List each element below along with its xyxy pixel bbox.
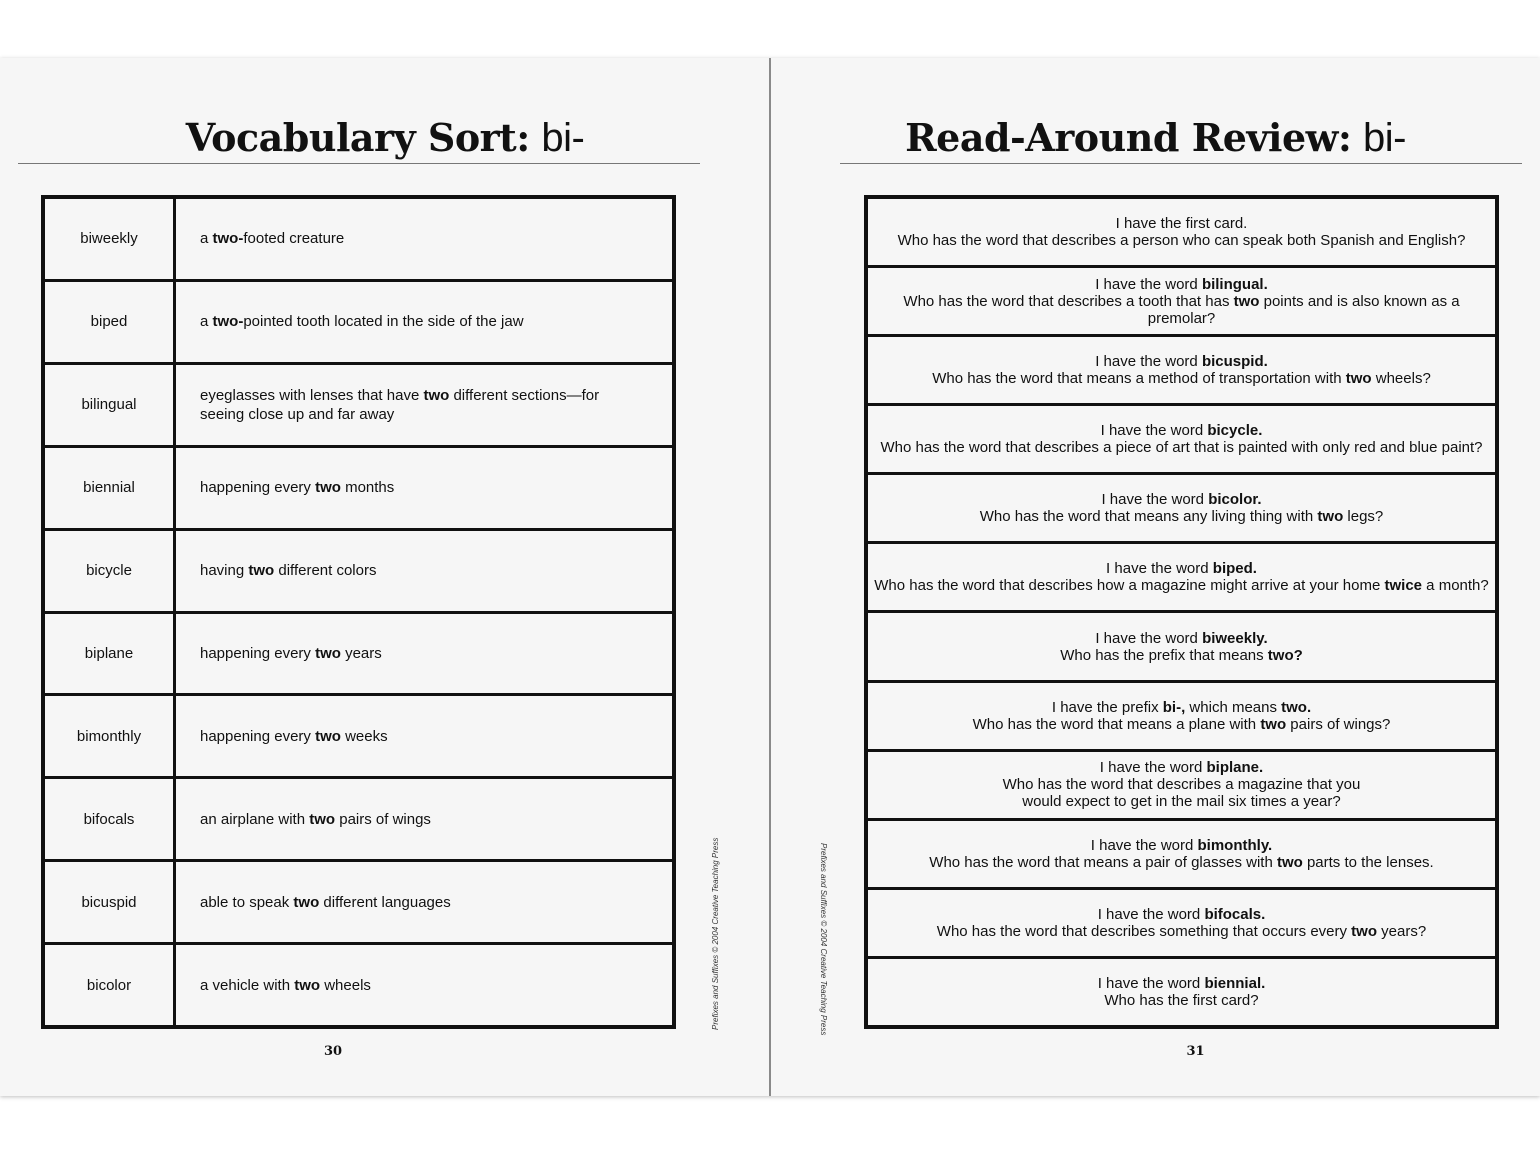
card-question-line	[1060, 647, 1303, 664]
definition-text	[200, 893, 451, 912]
card-question-line	[937, 923, 1426, 940]
card-question-line	[932, 370, 1431, 387]
definition-text	[200, 312, 524, 331]
table-row	[45, 779, 672, 862]
text-segment: different colors	[274, 562, 377, 580]
review-card	[868, 268, 1495, 337]
text-segment: able to speak	[200, 893, 294, 911]
definition-text	[200, 478, 394, 497]
table-row	[45, 365, 672, 448]
text-segment: I have the word	[1095, 275, 1202, 293]
right-page	[771, 58, 1540, 1096]
emphasis-text: bicycle.	[1207, 422, 1263, 440]
card-question-line	[868, 293, 1495, 327]
emphasis-text: two	[1260, 715, 1287, 733]
emphasis-text: biweekly.	[1202, 629, 1268, 647]
page-title	[771, 110, 1540, 166]
emphasis-text: two	[315, 727, 341, 745]
text-segment: years	[340, 644, 382, 662]
text-segment: I have the word	[1106, 560, 1213, 578]
emphasis-text: two-	[212, 230, 244, 248]
definition-text	[200, 561, 376, 580]
left-page	[0, 58, 770, 1096]
table-row	[45, 531, 672, 614]
text-segment: pairs of wings?	[1286, 715, 1391, 733]
text-segment: I have the prefix	[1051, 698, 1163, 716]
text-segment: happening every	[200, 479, 316, 497]
title-suffix: bi-	[1362, 116, 1406, 160]
copyright-credit: Prefixes and Suffixes © 2004 Creative Teaching Press	[819, 843, 828, 1036]
title-rule	[840, 163, 1522, 164]
text-segment: Who has the word that describes something that occurs every	[936, 922, 1352, 940]
text-segment: a month?	[1422, 577, 1489, 595]
text-segment: a vehicle with	[200, 976, 295, 994]
table-row	[45, 696, 672, 779]
review-card	[868, 683, 1495, 752]
emphasis-text: bifocals.	[1204, 905, 1266, 923]
card-answer-line	[1106, 560, 1257, 577]
text-segment: months	[340, 479, 395, 497]
text-segment: eyeglasses with lenses that have	[200, 386, 424, 404]
title-suffix: bi-	[541, 116, 585, 160]
emphasis-text: two.	[1281, 698, 1312, 716]
text-segment: having	[200, 562, 249, 580]
definition-cell	[176, 531, 672, 611]
definition-text	[200, 386, 632, 424]
definition-text	[200, 644, 382, 663]
text-segment: parts to the lenses.	[1302, 853, 1434, 871]
text-segment: Who has the word that describes how a magazine might arrive at your home	[874, 577, 1385, 595]
text-segment: I have the word	[1097, 974, 1205, 992]
text-segment: Who has the word that describes a tooth that has	[903, 292, 1234, 310]
definition-cell	[176, 199, 672, 279]
emphasis-text: two	[1276, 853, 1303, 871]
vocab-word-cell: biweekly	[45, 199, 176, 279]
card-question-line	[874, 577, 1488, 594]
text-segment: happening every	[200, 644, 316, 662]
vocab-word-cell: bicuspid	[45, 862, 176, 942]
copyright-credit: Prefixes and Suffixes © 2004 Creative Teaching Press	[711, 837, 720, 1030]
card-answer-line	[1101, 422, 1263, 439]
vocab-word-cell: bicolor	[45, 945, 176, 1025]
emphasis-text: bicolor.	[1208, 491, 1262, 509]
card-answer-line	[1098, 906, 1266, 923]
table-row	[45, 945, 672, 1025]
text-segment: pointed tooth located in the side of the jaw	[243, 313, 524, 331]
vocab-word-cell: bifocals	[45, 779, 176, 859]
vocab-word-cell: biplane	[45, 614, 176, 694]
emphasis-text: twice	[1384, 577, 1423, 595]
text-segment: I have the word	[1099, 759, 1207, 777]
card-question-line	[1003, 776, 1361, 793]
vocab-word-cell: bilingual	[45, 365, 176, 445]
title-bold: Vocabulary Sort:	[185, 115, 530, 160]
definition-cell	[176, 862, 672, 942]
page-title	[0, 110, 770, 166]
text-segment: I have the word	[1097, 905, 1205, 923]
card-question-line	[980, 508, 1384, 525]
emphasis-text: two	[315, 644, 341, 662]
emphasis-text: two-	[212, 313, 244, 331]
review-card	[868, 199, 1495, 268]
emphasis-text: two	[1233, 292, 1260, 310]
text-segment: wheels	[320, 976, 371, 994]
text-segment: a	[200, 230, 213, 248]
card-question-line	[929, 854, 1433, 871]
emphasis-text: two	[1317, 508, 1344, 526]
text-segment: Who has the word that describes a person who can speak both Spanish and English?	[897, 232, 1466, 250]
review-card	[868, 406, 1495, 475]
text-segment: Who has the word that describes a magazine that you	[1002, 776, 1361, 794]
table-row	[45, 199, 672, 282]
text-segment: wheels?	[1371, 370, 1431, 388]
text-segment: I have the word	[1095, 629, 1203, 647]
text-segment: Who has the word that means any living thing with	[979, 508, 1318, 526]
definition-cell	[176, 696, 672, 776]
definition-cell	[176, 945, 672, 1025]
text-segment: Who has the first card?	[1104, 991, 1259, 1009]
text-segment: footed creature	[243, 230, 345, 248]
vocab-word-cell: bicycle	[45, 531, 176, 611]
text-segment: points and is also known as a premolar?	[1147, 292, 1460, 327]
text-segment: Who has the word that means a method of transportation with	[932, 370, 1346, 388]
text-segment: Who has the word that means a pair of glasses with	[929, 853, 1277, 871]
definition-text	[200, 976, 371, 995]
review-card	[868, 613, 1495, 682]
card-answer-line	[1091, 837, 1272, 854]
text-segment: I have the first card.	[1115, 215, 1248, 233]
title-rule	[18, 163, 700, 164]
read-around-review-table	[864, 195, 1499, 1029]
card-answer-line	[1101, 491, 1261, 508]
table-row	[45, 862, 672, 945]
emphasis-text: two	[1345, 370, 1372, 388]
card-answer-line	[1052, 699, 1311, 716]
emphasis-text: bicuspid.	[1201, 353, 1268, 371]
emphasis-text: biplane.	[1206, 759, 1264, 777]
card-answer-line	[1095, 276, 1268, 293]
page-number: 31	[1186, 1044, 1205, 1059]
text-segment: happening every	[200, 727, 316, 745]
emphasis-text: bimonthly.	[1197, 836, 1273, 854]
text-segment: weeks	[340, 727, 388, 745]
definition-text	[200, 229, 344, 248]
table-row	[45, 282, 672, 365]
review-card	[868, 752, 1495, 821]
table-row	[45, 614, 672, 697]
text-segment: pairs of wings	[335, 810, 431, 828]
definition-cell	[176, 365, 672, 445]
card-question-line	[880, 439, 1482, 456]
card-question-line	[1104, 992, 1258, 1009]
emphasis-text: two	[294, 976, 321, 994]
text-segment: I have the word	[1090, 836, 1198, 854]
text-segment: years?	[1377, 922, 1427, 940]
definition-cell	[176, 614, 672, 694]
text-segment: legs?	[1343, 508, 1384, 526]
emphasis-text: two	[315, 479, 341, 497]
text-segment: a	[200, 313, 213, 331]
vocab-word-cell: biennial	[45, 448, 176, 528]
text-segment: I have the word	[1100, 422, 1208, 440]
emphasis-text: biennial.	[1204, 974, 1266, 992]
text-segment: which means	[1185, 698, 1282, 716]
card-answer-line	[1098, 975, 1266, 992]
page-number: 30	[323, 1044, 343, 1059]
review-card	[868, 959, 1495, 1025]
card-question-line: would expect to get in the mail six times a year?	[1022, 793, 1341, 811]
emphasis-text: bilingual.	[1201, 275, 1268, 293]
emphasis-text: two	[293, 893, 320, 911]
text-segment: I have the word	[1101, 491, 1209, 509]
card-answer-line	[1116, 215, 1248, 232]
text-segment: Who has the prefix that means	[1060, 646, 1268, 664]
emphasis-text: two	[248, 562, 275, 580]
definition-text	[200, 810, 431, 829]
emphasis-text: two	[309, 810, 336, 828]
text-segment: different languages	[319, 893, 451, 911]
text-segment: Who has the word that describes a piece of art that is painted with only red and blue paint?	[880, 439, 1483, 457]
definition-cell	[176, 448, 672, 528]
definition-cell	[176, 779, 672, 859]
card-answer-line	[1100, 759, 1263, 776]
emphasis-text: bi-,	[1162, 698, 1186, 716]
emphasis-text: two	[1351, 922, 1377, 940]
emphasis-text: two?	[1267, 646, 1303, 664]
review-card	[868, 544, 1495, 613]
text-segment: an airplane with	[200, 810, 310, 828]
book-spread	[0, 58, 1540, 1096]
review-card	[868, 821, 1495, 890]
vocab-word-cell: bimonthly	[45, 696, 176, 776]
title-bold: Read-Around Review:	[905, 115, 1352, 160]
definition-cell	[176, 282, 672, 362]
card-question-line	[973, 716, 1391, 733]
text-segment: different sections—for seeing close up and far away	[200, 386, 600, 423]
vocab-word-cell: biped	[45, 282, 176, 362]
card-question-line	[898, 232, 1466, 249]
table-row	[45, 448, 672, 531]
emphasis-text: two	[423, 386, 450, 404]
text-segment: Who has the word that means a plane with	[972, 715, 1261, 733]
vocabulary-sort-table	[41, 195, 676, 1029]
emphasis-text: biped.	[1212, 560, 1257, 578]
card-answer-line	[1095, 353, 1268, 370]
card-answer-line	[1095, 630, 1267, 647]
definition-text	[200, 727, 388, 746]
review-card	[868, 890, 1495, 959]
review-card	[868, 337, 1495, 406]
text-segment: I have the word	[1095, 353, 1202, 371]
review-card	[868, 475, 1495, 544]
